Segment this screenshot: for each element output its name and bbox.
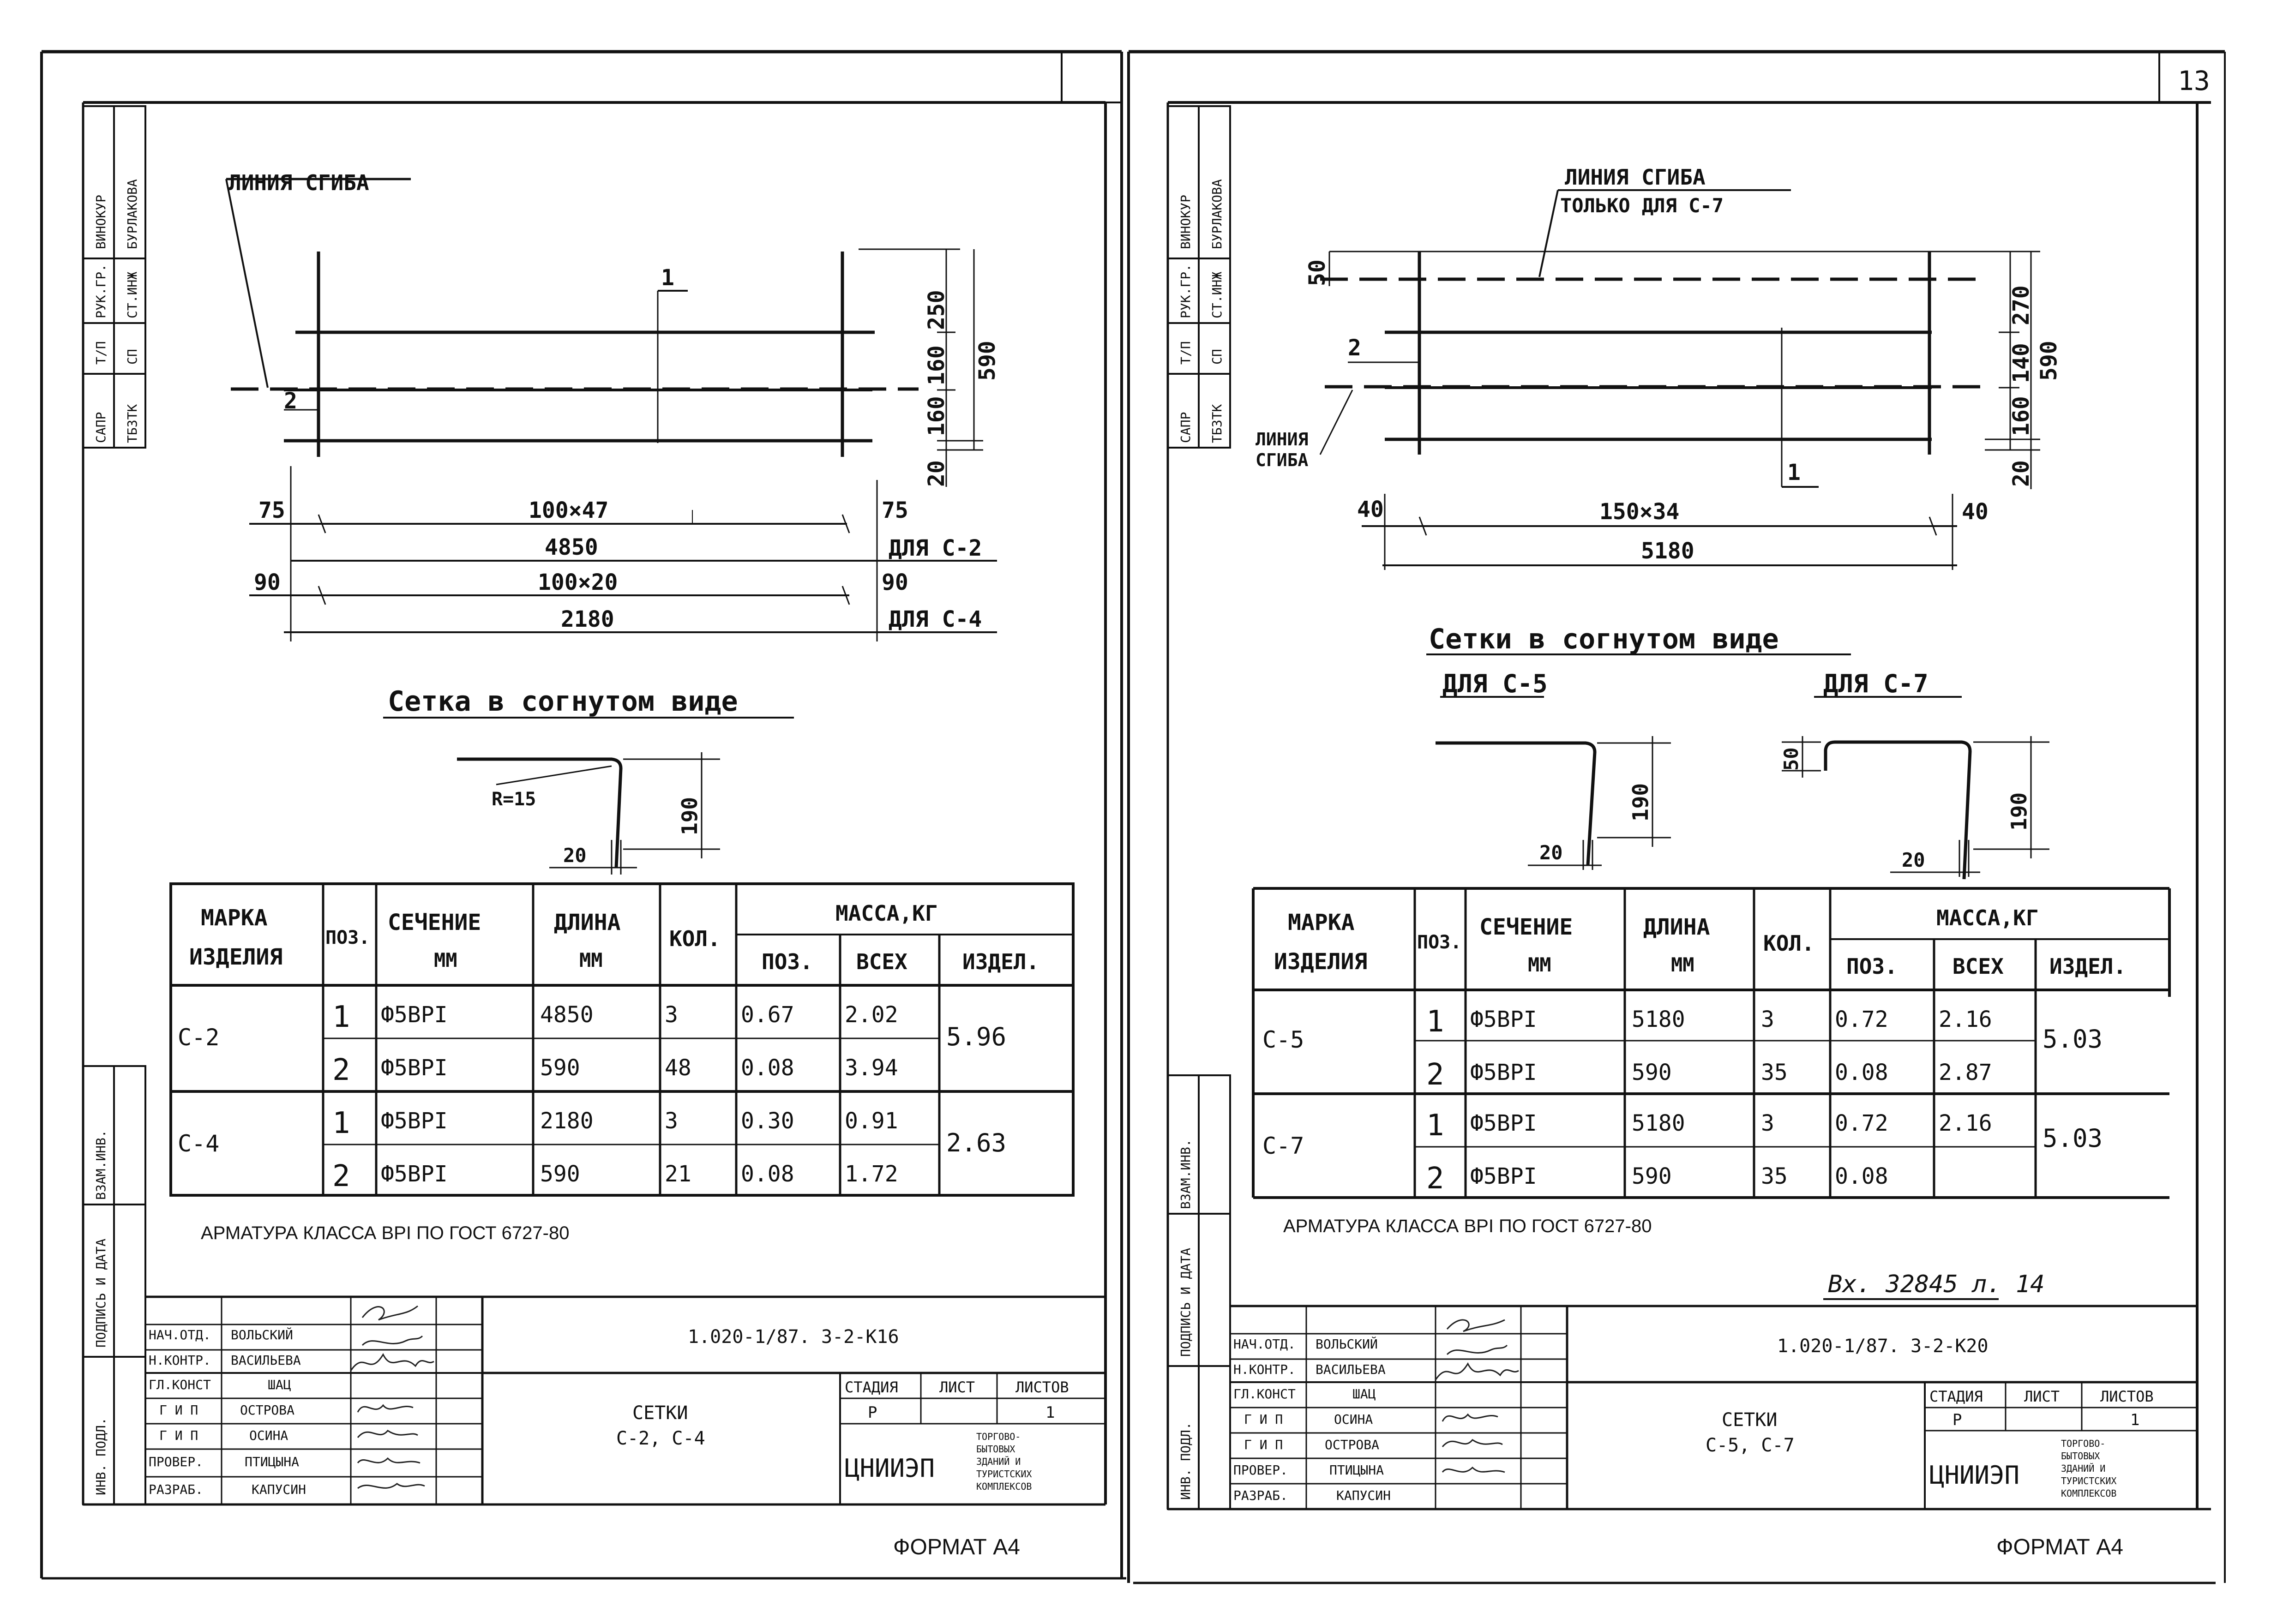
org-name: ЦНИИЭП bbox=[845, 1454, 935, 1483]
svg-text:3.94: 3.94 bbox=[845, 1055, 898, 1081]
svg-text:ШАЦ: ШАЦ bbox=[1352, 1386, 1376, 1402]
svg-text:ИНВ. ПОДЛ.: ИНВ. ПОДЛ. bbox=[93, 1417, 108, 1495]
svg-text:ЗДАНИЙ И: ЗДАНИЙ И bbox=[2061, 1463, 2106, 1474]
svg-text:С-5: С-5 bbox=[1262, 1026, 1304, 1053]
sheet-name: СЕТКИ bbox=[1722, 1409, 1778, 1431]
svg-text:Ф5ВРI: Ф5ВРI bbox=[381, 1002, 448, 1028]
svg-text:БЫТОВЫХ: БЫТОВЫХ bbox=[976, 1444, 1015, 1455]
svg-text:СП: СП bbox=[1209, 349, 1225, 365]
svg-text:590: 590 bbox=[540, 1055, 580, 1081]
svg-text:ПРОВЕР.: ПРОВЕР. bbox=[1233, 1462, 1288, 1478]
svg-text:3: 3 bbox=[1761, 1007, 1774, 1032]
svg-text:НАЧ.ОТД.: НАЧ.ОТД. bbox=[1233, 1336, 1296, 1352]
svg-text:ЛИНИЯ СГИБА: ЛИНИЯ СГИБА bbox=[228, 170, 369, 195]
svg-text:Сетка в согнутом виде: Сетка в согнутом виде bbox=[388, 685, 738, 718]
svg-text:САПР: САПР bbox=[93, 412, 108, 443]
svg-text:40: 40 bbox=[1962, 499, 1989, 525]
svg-text:Г И П: Г И П bbox=[1244, 1437, 1283, 1452]
th-pos: ПОЗ. bbox=[1417, 932, 1462, 953]
svg-text:ГЛ.КОНСТ: ГЛ.КОНСТ bbox=[149, 1377, 211, 1392]
svg-text:ВИНОКУР: ВИНОКУР bbox=[1178, 194, 1193, 249]
svg-text:РАЗРАБ.: РАЗРАБ. bbox=[1233, 1488, 1288, 1503]
drawing-code: 1.020-1/87. 3-2-К16 bbox=[688, 1326, 899, 1348]
svg-text:590: 590 bbox=[2036, 341, 2062, 381]
svg-text:0.72: 0.72 bbox=[1835, 1110, 1888, 1136]
th-pos: ПОЗ. bbox=[325, 927, 370, 948]
svg-text:Сетки в согнутом виде: Сетки в согнутом виде bbox=[1429, 623, 1779, 655]
svg-text:Г И П: Г И П bbox=[159, 1428, 198, 1443]
svg-text:ВАСИЛЬЕВА: ВАСИЛЬЕВА bbox=[1316, 1362, 1386, 1377]
svg-text:2.02: 2.02 bbox=[845, 1002, 898, 1028]
svg-text:20: 20 bbox=[1539, 841, 1563, 864]
svg-text:БЫТОВЫХ: БЫТОВЫХ bbox=[2061, 1450, 2100, 1462]
th-mark: МАРКА bbox=[1288, 910, 1355, 935]
svg-text:С-4: С-4 bbox=[178, 1130, 220, 1157]
svg-text:5.96: 5.96 bbox=[946, 1022, 1007, 1051]
svg-text:75: 75 bbox=[258, 497, 285, 523]
svg-text:Т/П: Т/П bbox=[1178, 341, 1193, 365]
th-qty: КОЛ. bbox=[1763, 931, 1814, 956]
svg-text:0.08: 0.08 bbox=[741, 1161, 794, 1187]
svg-text:1: 1 bbox=[1045, 1403, 1055, 1422]
th-section: СЕЧЕНИЕ bbox=[1479, 914, 1573, 940]
svg-text:5.03: 5.03 bbox=[2043, 1025, 2103, 1054]
page-number: 13 bbox=[2178, 65, 2210, 96]
svg-text:160: 160 bbox=[2008, 396, 2034, 436]
svg-text:0.30: 0.30 bbox=[741, 1108, 794, 1134]
svg-text:ПОЗ.: ПОЗ. bbox=[1846, 954, 1898, 979]
svg-text:Н.КОНТР.: Н.КОНТР. bbox=[149, 1353, 211, 1368]
sheet-name: СЕТКИ bbox=[632, 1402, 688, 1424]
svg-text:Р: Р bbox=[868, 1403, 877, 1422]
svg-text:ВЗАМ.ИНВ.: ВЗАМ.ИНВ. bbox=[1178, 1139, 1193, 1209]
svg-text:ОСИНА: ОСИНА bbox=[249, 1428, 288, 1443]
svg-text:Ф5ВРI: Ф5ВРI bbox=[381, 1055, 448, 1081]
svg-text:ММ: ММ bbox=[579, 949, 603, 971]
svg-text:5180: 5180 bbox=[1641, 538, 1694, 564]
svg-text:2.87: 2.87 bbox=[1939, 1060, 1992, 1085]
svg-text:100×20: 100×20 bbox=[538, 569, 618, 595]
svg-text:ЗДАНИЙ И: ЗДАНИЙ И bbox=[976, 1456, 1021, 1467]
svg-text:ЛИНИЯ: ЛИНИЯ bbox=[1256, 429, 1309, 449]
svg-text:ПОДПИСЬ И ДАТА: ПОДПИСЬ И ДАТА bbox=[93, 1238, 108, 1348]
svg-text:20: 20 bbox=[563, 844, 587, 867]
svg-text:270: 270 bbox=[2008, 285, 2034, 325]
svg-text:35: 35 bbox=[1761, 1060, 1788, 1085]
svg-text:ОСТРОВА: ОСТРОВА bbox=[1325, 1437, 1380, 1452]
svg-text:90: 90 bbox=[882, 569, 908, 595]
svg-text:590: 590 bbox=[1632, 1163, 1672, 1189]
th-mass: МАССА,КГ bbox=[835, 901, 938, 926]
svg-text:Р: Р bbox=[1953, 1411, 1962, 1429]
left-rebar-note: АРМАТУРА КЛАССА ВРI ПО ГОСТ 6727-80 bbox=[201, 1223, 570, 1243]
svg-text:СТАДИЯ: СТАДИЯ bbox=[845, 1378, 898, 1396]
th-mark: МАРКА bbox=[201, 905, 268, 931]
svg-text:0.67: 0.67 bbox=[741, 1002, 794, 1028]
svg-text:Ф5ВРI: Ф5ВРI bbox=[1470, 1163, 1537, 1189]
svg-text:Ф5ВРI: Ф5ВРI bbox=[1470, 1110, 1537, 1136]
svg-text:БУРЛАКОВА: БУРЛАКОВА bbox=[1209, 179, 1225, 249]
svg-text:ПОДПИСЬ И ДАТА: ПОДПИСЬ И ДАТА bbox=[1178, 1247, 1193, 1357]
svg-text:2: 2 bbox=[1426, 1058, 1444, 1092]
svg-text:Н.КОНТР.: Н.КОНТР. bbox=[1233, 1362, 1296, 1377]
svg-text:ММ: ММ bbox=[1528, 953, 1551, 976]
svg-text:190: 190 bbox=[1628, 783, 1653, 821]
svg-text:НАЧ.ОТД.: НАЧ.ОТД. bbox=[149, 1327, 211, 1342]
svg-text:50: 50 bbox=[1304, 259, 1330, 286]
svg-text:С-2: С-2 bbox=[178, 1024, 220, 1051]
th-length: ДЛИНА bbox=[1643, 914, 1710, 940]
th-qty: КОЛ. bbox=[669, 926, 721, 951]
svg-text:ПТИЦЫНА: ПТИЦЫНА bbox=[245, 1454, 300, 1469]
svg-text:2.16: 2.16 bbox=[1939, 1110, 1992, 1136]
svg-text:2: 2 bbox=[332, 1159, 350, 1193]
svg-text:ТБЗТК: ТБЗТК bbox=[125, 404, 140, 443]
svg-text:3: 3 bbox=[665, 1002, 678, 1028]
svg-text:ТУРИСТСКИХ: ТУРИСТСКИХ bbox=[976, 1468, 1032, 1480]
svg-text:ТОРГОВО-: ТОРГОВО- bbox=[2061, 1438, 2106, 1449]
svg-text:3: 3 bbox=[1761, 1110, 1774, 1136]
svg-text:ЛИНИЯ СГИБА: ЛИНИЯ СГИБА bbox=[1565, 165, 1706, 190]
svg-text:40: 40 bbox=[1357, 497, 1384, 522]
svg-text:РАЗРАБ.: РАЗРАБ. bbox=[149, 1482, 204, 1497]
svg-text:ПРОВЕР.: ПРОВЕР. bbox=[149, 1454, 204, 1469]
svg-text:75: 75 bbox=[882, 497, 908, 523]
org-name: ЦНИИЭП bbox=[1929, 1461, 2020, 1490]
svg-text:ВЗАМ.ИНВ.: ВЗАМ.ИНВ. bbox=[93, 1130, 108, 1200]
th-length: ДЛИНА bbox=[554, 910, 621, 935]
svg-text:0.08: 0.08 bbox=[741, 1055, 794, 1081]
svg-text:КОМПЛЕКСОВ: КОМПЛЕКСОВ bbox=[2061, 1488, 2117, 1499]
svg-text:2: 2 bbox=[1426, 1162, 1444, 1196]
svg-text:ВСЕХ: ВСЕХ bbox=[1953, 954, 2004, 979]
svg-text:КАПУСИН: КАПУСИН bbox=[252, 1482, 306, 1497]
svg-text:Ф5ВРI: Ф5ВРI bbox=[381, 1108, 448, 1134]
svg-text:ВИНОКУР: ВИНОКУР bbox=[93, 194, 108, 249]
svg-text:2180: 2180 bbox=[561, 606, 614, 632]
svg-text:РУК.ГР.: РУК.ГР. bbox=[93, 264, 108, 318]
svg-text:160: 160 bbox=[924, 345, 949, 385]
svg-text:ЛИСТ: ЛИСТ bbox=[2024, 1388, 2060, 1405]
svg-text:5180: 5180 bbox=[1632, 1007, 1685, 1032]
svg-text:С-2, С-4: С-2, С-4 bbox=[616, 1428, 705, 1449]
svg-text:4850: 4850 bbox=[540, 1002, 594, 1028]
svg-text:ТБЗТК: ТБЗТК bbox=[1209, 404, 1225, 443]
svg-text:1: 1 bbox=[2130, 1411, 2140, 1429]
svg-text:ДЛЯ С-4: ДЛЯ С-4 bbox=[889, 606, 982, 632]
handwritten-registration: Вх. 32845 л. 14 bbox=[1828, 1270, 2045, 1298]
svg-text:ВСЕХ: ВСЕХ bbox=[856, 949, 907, 974]
svg-text:СТ.ИНЖ: СТ.ИНЖ bbox=[1209, 271, 1225, 318]
svg-text:0.91: 0.91 bbox=[845, 1108, 898, 1134]
svg-text:1: 1 bbox=[661, 265, 674, 291]
svg-text:ЛИСТОВ: ЛИСТОВ bbox=[1015, 1378, 1069, 1396]
svg-text:20: 20 bbox=[1902, 849, 1925, 871]
svg-text:190: 190 bbox=[677, 797, 702, 835]
svg-text:1: 1 bbox=[1787, 460, 1801, 485]
svg-text:С-5, С-7: С-5, С-7 bbox=[1706, 1435, 1795, 1456]
svg-text:21: 21 bbox=[665, 1161, 691, 1187]
svg-text:СГИБА: СГИБА bbox=[1256, 450, 1309, 470]
svg-text:ИЗДЕЛИЯ: ИЗДЕЛИЯ bbox=[189, 944, 283, 970]
svg-text:5.03: 5.03 bbox=[2043, 1124, 2103, 1153]
svg-text:2: 2 bbox=[284, 388, 297, 414]
svg-text:5180: 5180 bbox=[1632, 1110, 1685, 1136]
svg-text:ОСИНА: ОСИНА bbox=[1334, 1412, 1373, 1427]
svg-text:ПОЗ.: ПОЗ. bbox=[762, 949, 813, 974]
svg-text:50: 50 bbox=[1780, 747, 1802, 771]
th-mass: МАССА,КГ bbox=[1936, 905, 2039, 930]
svg-text:4850: 4850 bbox=[545, 534, 598, 560]
svg-text:ИНВ. ПОДЛ.: ИНВ. ПОДЛ. bbox=[1178, 1422, 1193, 1500]
svg-text:35: 35 bbox=[1761, 1163, 1788, 1189]
svg-text:КАПУСИН: КАПУСИН bbox=[1336, 1488, 1391, 1503]
svg-text:Ф5ВРI: Ф5ВРI bbox=[381, 1161, 448, 1187]
left-format-label: ФОРМАТ А4 bbox=[893, 1535, 1020, 1559]
svg-text:2.16: 2.16 bbox=[1939, 1007, 1992, 1032]
svg-text:СП: СП bbox=[125, 349, 140, 365]
svg-text:ММ: ММ bbox=[1671, 953, 1694, 976]
svg-text:ОСТРОВА: ОСТРОВА bbox=[240, 1402, 295, 1418]
svg-text:1.72: 1.72 bbox=[845, 1161, 898, 1187]
svg-text:20: 20 bbox=[924, 460, 949, 487]
svg-text:2: 2 bbox=[332, 1053, 350, 1087]
drawing-code: 1.020-1/87. 3-2-К20 bbox=[1777, 1336, 1989, 1357]
svg-text:R=15: R=15 bbox=[492, 789, 536, 810]
svg-text:2: 2 bbox=[1348, 335, 1361, 361]
svg-text:ИЗДЕЛИЯ: ИЗДЕЛИЯ bbox=[1274, 949, 1368, 975]
svg-text:140: 140 bbox=[2008, 343, 2034, 383]
svg-text:ВОЛЬСКИЙ: ВОЛЬСКИЙ bbox=[231, 1327, 293, 1342]
svg-text:ТУРИСТСКИХ: ТУРИСТСКИХ bbox=[2061, 1475, 2117, 1486]
svg-text:ДЛЯ С-5: ДЛЯ С-5 bbox=[1442, 669, 1548, 698]
svg-text:1: 1 bbox=[1426, 1109, 1444, 1143]
svg-text:С-7: С-7 bbox=[1262, 1133, 1304, 1159]
svg-text:590: 590 bbox=[540, 1161, 580, 1187]
svg-text:Ф5ВРI: Ф5ВРI bbox=[1470, 1007, 1537, 1032]
svg-text:590: 590 bbox=[1632, 1060, 1672, 1085]
svg-text:ИЗДЕЛ.: ИЗДЕЛ. bbox=[2049, 954, 2127, 979]
svg-text:Т/П: Т/П bbox=[93, 341, 108, 365]
svg-text:590: 590 bbox=[974, 341, 1000, 381]
svg-text:ДЛЯ С-7: ДЛЯ С-7 bbox=[1823, 669, 1929, 698]
svg-text:250: 250 bbox=[924, 290, 949, 330]
svg-text:ВАСИЛЬЕВА: ВАСИЛЬЕВА bbox=[231, 1353, 301, 1368]
svg-text:0.72: 0.72 bbox=[1835, 1007, 1888, 1032]
svg-text:100×47: 100×47 bbox=[529, 497, 609, 523]
svg-text:ПТИЦЫНА: ПТИЦЫНА bbox=[1329, 1462, 1384, 1478]
right-rebar-note: АРМАТУРА КЛАССА ВРI ПО ГОСТ 6727-80 bbox=[1283, 1216, 1652, 1236]
svg-text:3: 3 bbox=[665, 1108, 678, 1134]
svg-text:190: 190 bbox=[2007, 792, 2031, 831]
svg-text:160: 160 bbox=[924, 396, 949, 436]
svg-text:ВОЛЬСКИЙ: ВОЛЬСКИЙ bbox=[1316, 1336, 1378, 1352]
svg-text:ШАЦ: ШАЦ bbox=[268, 1377, 291, 1392]
svg-text:0.08: 0.08 bbox=[1835, 1163, 1888, 1189]
svg-text:ДЛЯ С-2: ДЛЯ С-2 bbox=[889, 535, 982, 561]
svg-text:Г И П: Г И П bbox=[1244, 1412, 1283, 1427]
right-format-label: ФОРМАТ А4 bbox=[1996, 1535, 2123, 1559]
svg-text:0.08: 0.08 bbox=[1835, 1060, 1888, 1085]
svg-text:2.63: 2.63 bbox=[946, 1128, 1007, 1157]
svg-text:РУК.ГР.: РУК.ГР. bbox=[1178, 264, 1193, 318]
svg-text:150×34: 150×34 bbox=[1599, 499, 1680, 525]
svg-text:ЛИСТОВ: ЛИСТОВ bbox=[2100, 1388, 2154, 1405]
svg-text:1: 1 bbox=[1426, 1005, 1444, 1039]
svg-text:Ф5ВРI: Ф5ВРI bbox=[1470, 1060, 1537, 1085]
svg-text:СТ.ИНЖ: СТ.ИНЖ bbox=[125, 271, 140, 318]
svg-text:2180: 2180 bbox=[540, 1108, 594, 1134]
svg-text:ТОЛЬКО ДЛЯ С-7: ТОЛЬКО ДЛЯ С-7 bbox=[1560, 194, 1724, 217]
svg-text:20: 20 bbox=[2008, 460, 2034, 487]
svg-text:КОМПЛЕКСОВ: КОМПЛЕКСОВ bbox=[976, 1481, 1032, 1492]
svg-text:БУРЛАКОВА: БУРЛАКОВА bbox=[125, 179, 140, 249]
svg-text:ИЗДЕЛ.: ИЗДЕЛ. bbox=[962, 949, 1039, 974]
svg-text:САПР: САПР bbox=[1178, 412, 1193, 443]
svg-text:Г И П: Г И П bbox=[159, 1402, 198, 1418]
svg-text:СТАДИЯ: СТАДИЯ bbox=[1929, 1388, 1983, 1405]
svg-text:48: 48 bbox=[665, 1055, 691, 1081]
svg-text:ГЛ.КОНСТ: ГЛ.КОНСТ bbox=[1233, 1386, 1296, 1402]
svg-text:1: 1 bbox=[332, 1000, 350, 1034]
svg-text:90: 90 bbox=[254, 569, 281, 595]
svg-text:1: 1 bbox=[332, 1106, 350, 1140]
th-section: СЕЧЕНИЕ bbox=[388, 910, 481, 935]
svg-text:ЛИСТ: ЛИСТ bbox=[939, 1378, 975, 1396]
svg-text:ММ: ММ bbox=[434, 949, 457, 971]
svg-text:ТОРГОВО-: ТОРГОВО- bbox=[976, 1431, 1021, 1442]
